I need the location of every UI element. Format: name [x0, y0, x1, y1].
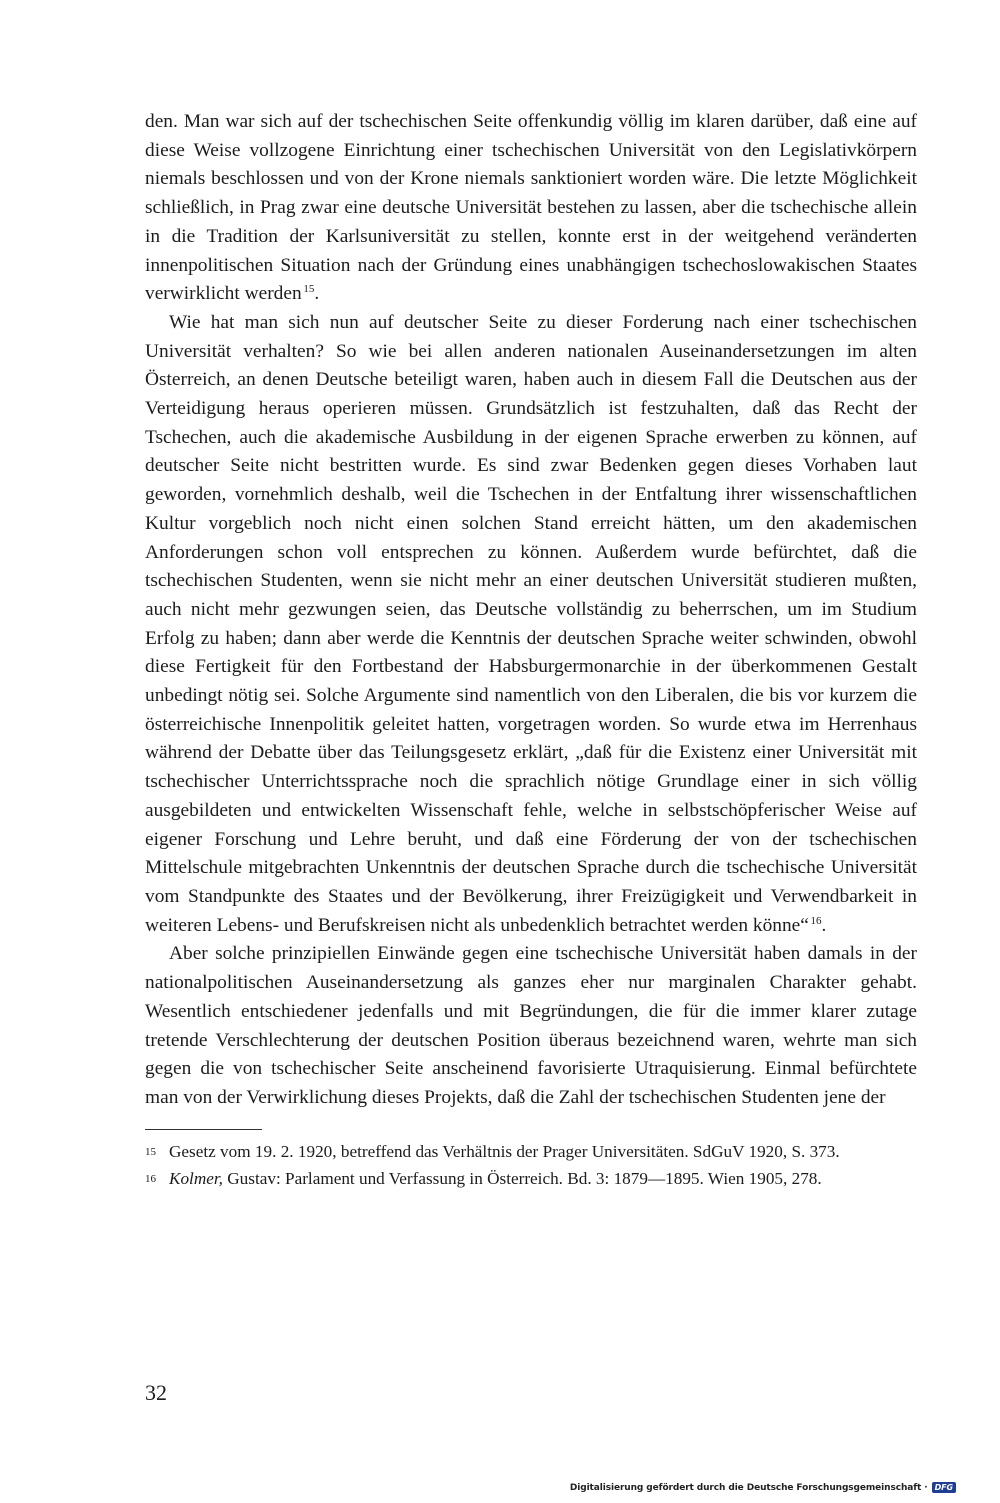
paragraph-3: [145, 940, 917, 1112]
paragraph-1: [145, 108, 917, 309]
footnote-body: Gesetz vom 19. 2. 1920, betreffend das Verhältnis der Prager Universitäten. SdGuV 1920, S. 373.: [169, 1141, 840, 1161]
footnote-author: Kolmer,: [169, 1169, 223, 1189]
footnote-text: [169, 1140, 917, 1165]
paragraph-tail: .: [314, 283, 320, 305]
paragraph-text: den. Man war sich auf der tschechischen Seite offenkundig völlig im klaren darüber, daß eine auf diese Weise vollzogene Einrichtung einer tschechischen Universität von den Legislativkörpern niemals beschlossen und von der Krone niemals sanktioniert worden wäre. Die letzte Möglichkeit schließlich, in Prag zwar eine deutsche Universität bestehen zu lassen, aber die tschechische allein in die Tradition der Karlsuniversität zu stellen, konnte erst in der weitgehend veränderten innenpolitischen Situation nach der Gründung eines unabhängigen tschechoslowakischen Staates verwirklicht werden: [145, 111, 917, 305]
page-content: [145, 108, 917, 1192]
funding-credit: [570, 1482, 956, 1493]
body-text: [145, 108, 917, 1113]
footnote-body: Gustav: Parlament und Verfassung in Österreich. Bd. 3: 1879—1895. Wien 1905, 278.: [222, 1169, 822, 1189]
paragraph-tail: .: [821, 914, 827, 936]
footnote-number: 15: [145, 1145, 156, 1158]
footnote-number: 16: [145, 1173, 156, 1186]
footnote-text: [169, 1167, 917, 1192]
paragraph-text: Wie hat man sich nun auf deutscher Seite zu dieser Forderung nach einer tschechischen Universität verhalten? So wie bei allen anderen nationalen Auseinandersetzungen im alten Österreich, an denen Deutsche beteiligt waren, haben auch in diesem Fall die Deutschen aus der Verteidigung heraus operieren müssen. Grundsätzlich ist festzuhalten, daß das Recht der Tschechen, auch die akademische Ausbildung in der eigenen Sprache erwerben zu können, auf deutscher Seite nicht bestritten wurde. Es sind zwar Bedenken gegen dieses Vorhaben laut geworden, vornehmlich deshalb, weil die Tschechen in der Entfaltung ihrer wissenschaftlichen Kultur vorgeblich noch nicht einen solchen Stand erreicht hätten, um den akademischen Anforderungen schon voll entsprechen zu können. Außerdem wurde befürchtet, daß die tschechischen Studenten, wenn sie nicht mehr an einer deutschen Universität studieren mußten, auch nicht mehr gezwungen seien, das Deutsche vollständig zu beherrschen, um im Studium Erfolg zu haben; dann aber werde die Kenntnis der deutschen Sprache weiter schwinden, obwohl diese Fertigkeit für den Fortbestand der Habsburgermonarchie in der überkommenen Gestalt unbedingt nötig sei. Solche Argumente sind namentlich von den Liberalen, die bis vor kurzem die österreichische Innenpolitik geleitet hatten, vorgetragen worden. So wurde etwa im Herrenhaus während der Debatte über das Teilungsgesetz erklärt, „daß für die Existenz einer Universität mit tschechischer Unterrichtssprache noch die sprachlich nötige Grundlage einer in sich völlig ausgebildeten und entwickelten Wissenschaft fehle, welche in selbstschöpferischer Weise auf eigener Forschung und Lehre beruht, und daß eine Förderung der von der tschechischen Mittelschule mitgebrachten Unkenntnis der deutschen Sprache durch die tschechische Universität vom Standpunkte des Staates und der Bevölkerung, ihrer Freizügigkeit und Verwendbarkeit in weiteren Lebens- und Berufskreisen nicht als unbedenklich betrachtet werden könne“: [145, 311, 917, 936]
credit-text: Digitalisierung gefördert durch die Deutsche Forschungsgemeinschaft ·: [569, 1482, 928, 1493]
footnote-15: [145, 1140, 917, 1165]
dfg-logo-icon: DFG: [932, 1482, 956, 1493]
footnote-ref-15[interactable]: 15: [303, 283, 315, 296]
footnote-ref-16[interactable]: 16: [810, 914, 822, 927]
paragraph-text: Aber solche prinzipiellen Einwände gegen eine tschechische Universität haben damals in der nationalpolitischen Auseinandersetzung als ganzes eher nur marginalen Charakter gehabt. Wesentlich entschiedener jedenfalls und mit Begründungen, die für die immer klarer zutage tretende Verschlechterung der deutschen Position überaus bezeichnend waren, wehrte man sich gegen die von tschechischer Seite anscheinend favorisierte Utraquisierung. Einmal befürchtete man von der Verwirklichung dieses Projekts, daß die Zahl der tschechischen Studenten jene der: [145, 943, 917, 1108]
page-number: 32: [145, 1380, 167, 1405]
paragraph-2: [145, 309, 917, 940]
footnote-divider: [145, 1129, 262, 1130]
footnote-16: [145, 1167, 917, 1192]
